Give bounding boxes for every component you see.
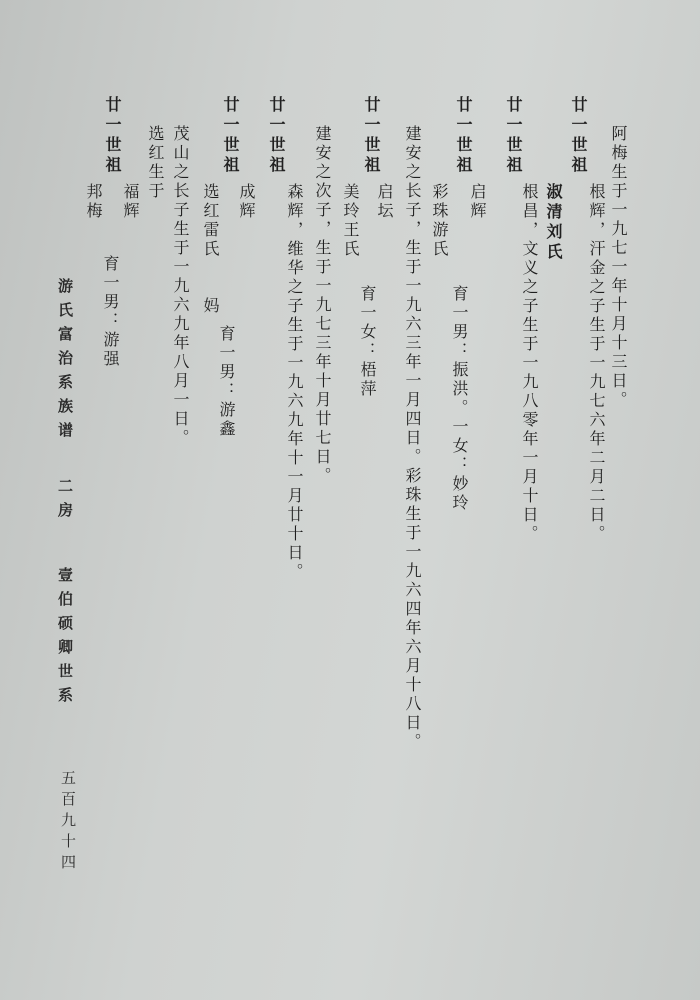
given-name: 成辉 bbox=[237, 183, 256, 221]
spouse-name: 彩珠游氏 bbox=[430, 183, 449, 259]
volume-label: 二房 bbox=[56, 478, 74, 526]
generation-heading: 廿一世祖 bbox=[362, 96, 381, 176]
text-column: 建安之长子，生于一九六三年一月四日。彩珠生于一九六四年六月十八日。 bbox=[403, 125, 422, 752]
spouse-name: 选红雷氏 bbox=[201, 183, 220, 259]
text-column: 建安之次子，生于一九七三年十月廿七日。 bbox=[313, 125, 332, 486]
children-line: 育一女：梧萍 bbox=[358, 285, 377, 399]
generation-heading: 廿一世祖 bbox=[454, 96, 473, 176]
text-column: 根昌，文义之子生于一九八零年一月十日。 bbox=[520, 183, 539, 544]
generation-heading: 廿一世祖 bbox=[569, 96, 588, 176]
children-line: 育一男：游强 bbox=[101, 255, 120, 369]
spouse-note: 妈 bbox=[201, 297, 220, 316]
given-name: 启辉 bbox=[468, 183, 487, 221]
children-line: 育一男：振洪。一女：妙玲 bbox=[450, 285, 469, 513]
generation-heading: 廿一世祖 bbox=[267, 96, 286, 176]
spouse-name: 美玲王氏 bbox=[341, 183, 360, 259]
generation-heading: 廿一世祖 bbox=[504, 96, 523, 176]
generation-heading: 廿一世祖 bbox=[103, 96, 122, 176]
spouse-name: 淑清刘氏 bbox=[544, 183, 563, 263]
text-column: 选红生于 bbox=[146, 125, 165, 201]
given-name: 启坛 bbox=[375, 183, 394, 221]
text-column: 根辉，汗金之子生于一九七六年二月二日。 bbox=[587, 183, 606, 544]
spouse-name: 邦梅 bbox=[84, 183, 103, 221]
text-column: 森辉，维华之子生于一九六九年十一月廿十日。 bbox=[285, 183, 304, 582]
branch-label: 壹伯硕卿世系 bbox=[56, 567, 74, 711]
text-column: 阿梅生于一九七一年十月十三日。 bbox=[609, 125, 628, 410]
generation-heading: 廿一世祖 bbox=[221, 96, 240, 176]
text-column: 茂山之长子生于一九六九年八月一日。 bbox=[171, 125, 190, 448]
children-line: 育一男：游鑫 bbox=[217, 325, 236, 439]
book-title: 游氏富治系族谱 bbox=[56, 278, 74, 446]
page-number: 五百九十四 bbox=[59, 770, 77, 875]
given-name: 福辉 bbox=[121, 183, 140, 221]
